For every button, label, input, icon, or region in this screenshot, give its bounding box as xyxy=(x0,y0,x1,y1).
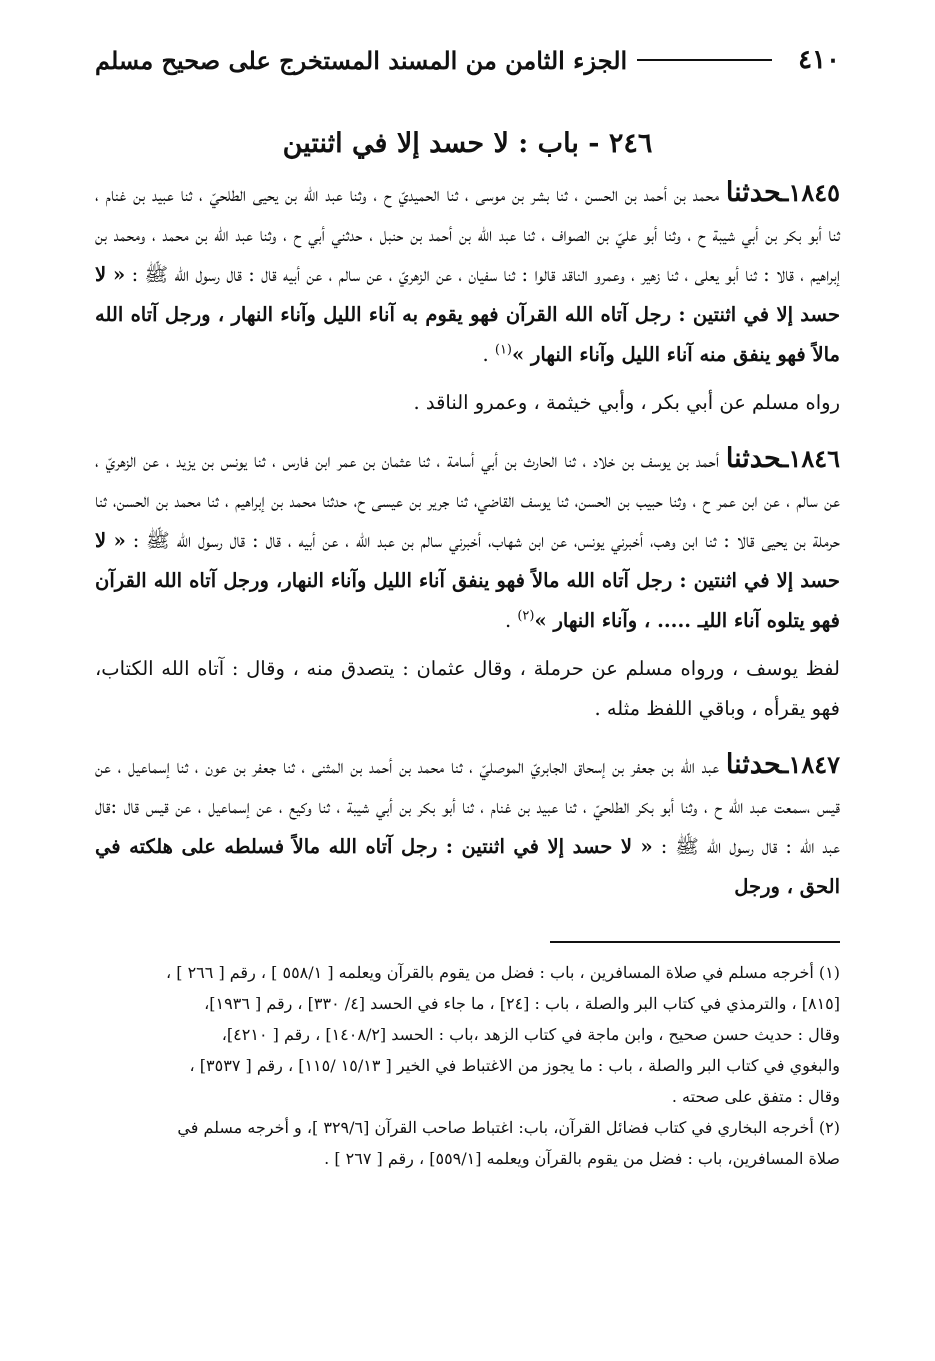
hadith-1845 xyxy=(95,173,840,375)
hadith-chain: أحمد بن يوسف بن خلاد ، ثنا الحارث بن أبي أسامة ، ثنا عثمان بن عمر ابن فارس ، ثنا يونس بن يزيد ، عن الزهريّ ، عن سالم ، عن ابن عمر ح ، وثنا حبيب بن الحسن، ثنا يوسف القاضي، ثنا جرير بن عيسى ح، حدثنا محمد بن إبراهيم ، ثنا محمد بن الحسن، ثنا حرملة بن يحيى قالا : ثنا ابن وهب، أخبرني يونس، عن ابن شهاب، أخبرني سالم بن عبد الله ، عن أبيه ، قال : قال رسول الله ﷺ : xyxy=(95,449,840,552)
commentary-2: لفظ يوسف ، ورواه مسلم عن حرملة ، وقال عثمان : يتصدق منه ، وقال : آتاه الله الكتاب، فهو يقرأه ، وباقي اللفظ مثله . xyxy=(95,657,840,720)
hadith-1847 xyxy=(95,745,840,907)
footnote-rule xyxy=(550,941,840,943)
footnote-line: وقال : حديث حسن صحيح ، وابن ماجة في كتاب الزهد ،باب : الحسد [١٤٠٨/٢] ، رقم [ ٤٢١٠]، xyxy=(221,1025,840,1044)
haddathana-keyword: حدثنا xyxy=(725,443,782,474)
hadith-chain: عبد الله بن جعفر بن إسحاق الجابريّ الموصليّ ، ثنا محمد بن أحمد بن المثنى ، ثنا جعفر بن عون ، ثنا إسماعيل ، عن قيس ،سمعت عبد الله ح ، وثنا أبو بكر الطلحيّ ، ثنا عبيد بن غنام ، ثنا أبو بكر بن أبي شيبة ، ثنا وكيع ، عن إسماعيل ، عن قيس قال :قال عبد الله : قال رسول الله ﷺ : xyxy=(95,755,840,858)
header-rule xyxy=(637,59,772,61)
footnote-line: [٨١٥] ، والترمذي في كتاب البر والصلة ، باب : [٢٤] ، ما جاء في الحسد [٤/ ٣٣٠] ، رقم [ ١٩٣٦]، xyxy=(204,994,840,1013)
chapter-title: ٢٤٦ - باب : لا حسد إلا في اثنتين xyxy=(282,128,653,159)
footnote-2 xyxy=(95,1112,840,1174)
hadith-end: . xyxy=(482,343,495,366)
hadith-number: ١٨٤٧ xyxy=(788,750,840,779)
footnote-1 xyxy=(95,957,840,1112)
hadith-quote: « لا حسد إلا في اثنتين : رجل آتاه الله القرآن فهو يقوم به آناء الليل وآناء النهار ، ورجل آتاه الله مالاً فهو ينفق منه آناء الليل وآناء النهار » xyxy=(95,263,840,366)
hadith-chain: محمد بن أحمد بن الحسن ، ثنا بشر بن موسى ، ثنا الحميديّ ح ، وثنا عبد الله بن يحيى الطلحيّ ، ثنا عبيد بن غنام ، ثنا أبو بكر بن أبي شيبة ح ، وثنا أبو عليّ بن الصواف ، ثنا عبد الله بن أحمد بن حنبل ، حدثني أبي ح ، وثنا عبد الله بن محمد ، ومحمد بن إبراهيم ، قالا : ثنا أبو يعلى ، ثنا زهير ، وعمرو الناقد قالوا : ثنا سفيان ، عن الزهريّ ، عن سالم ، عن أبيه قال : قال رسول الله ﷺ : xyxy=(95,183,840,286)
page-header xyxy=(95,40,840,80)
commentary-1: رواه مسلم عن أبي بكر ، وأبي خيثمة ، وعمرو الناقد . xyxy=(413,391,840,414)
footnote-line: والبغوي في كتاب البر والصلة ، باب : ما يجوز من الاغتباط في الخير [ ١٥/١٣ /١١٥] ، رقم [ ٣٥٣٧] ، xyxy=(189,1056,840,1075)
hadith-1846 xyxy=(95,439,840,641)
footnote-line: (١) أخرجه مسلم في صلاة المسافرين ، باب : فضل من يقوم بالقرآن ويعلمه [ ٥٥٨/١ ] ، رقم [ ٢٦٦ ] ، xyxy=(166,963,840,982)
footnote-line: وقال : متفق على صحته . xyxy=(671,1087,840,1106)
hadith-dash: ـ xyxy=(781,750,789,779)
hadith-number: ١٨٤٥ xyxy=(788,178,840,207)
page-number: ٤١٠ xyxy=(798,45,840,75)
haddathana-keyword: حدثنا xyxy=(725,177,782,208)
footnote-ref: (١) xyxy=(494,342,512,358)
hadith-quote: « لا حسد إلا في اثنتين : رجل آتاه الله مالاً فسلطه على هلكته في الحق ، ورجل xyxy=(95,835,840,898)
hadith-dash: ـ xyxy=(781,178,789,207)
hadith-number: ١٨٤٦ xyxy=(788,444,840,473)
hadith-end: . xyxy=(504,609,518,632)
footnote-ref: (٢) xyxy=(517,608,535,624)
footnotes xyxy=(95,957,840,1174)
hadith-dash: ـ xyxy=(781,444,789,473)
running-title: الجزء الثامن من المسند المستخرج على صحيح مسلم xyxy=(95,45,628,75)
haddathana-keyword: حدثنا xyxy=(725,749,782,780)
hadith-quote: « لا حسد إلا في اثنتين : رجل آتاه الله مالاً فهو ينفق آناء الليل وآناء النهار، ورجل آتاه الله القرآن فهو يتلوه آناء الليـ ..... ، وآناء النهار » xyxy=(95,529,840,632)
footnote-line: (٢) أخرجه البخاري في كتاب فضائل القرآن، باب: اغتباط صاحب القرآن [٣٢٩/٦ ]، و أخرجه مسلم في xyxy=(177,1118,840,1137)
footnote-line: صلاة المسافرين، باب : فضل من يقوم بالقرآن ويعلمه [٥٥٩/١] ، رقم [ ٢٦٧ ] . xyxy=(324,1149,840,1168)
